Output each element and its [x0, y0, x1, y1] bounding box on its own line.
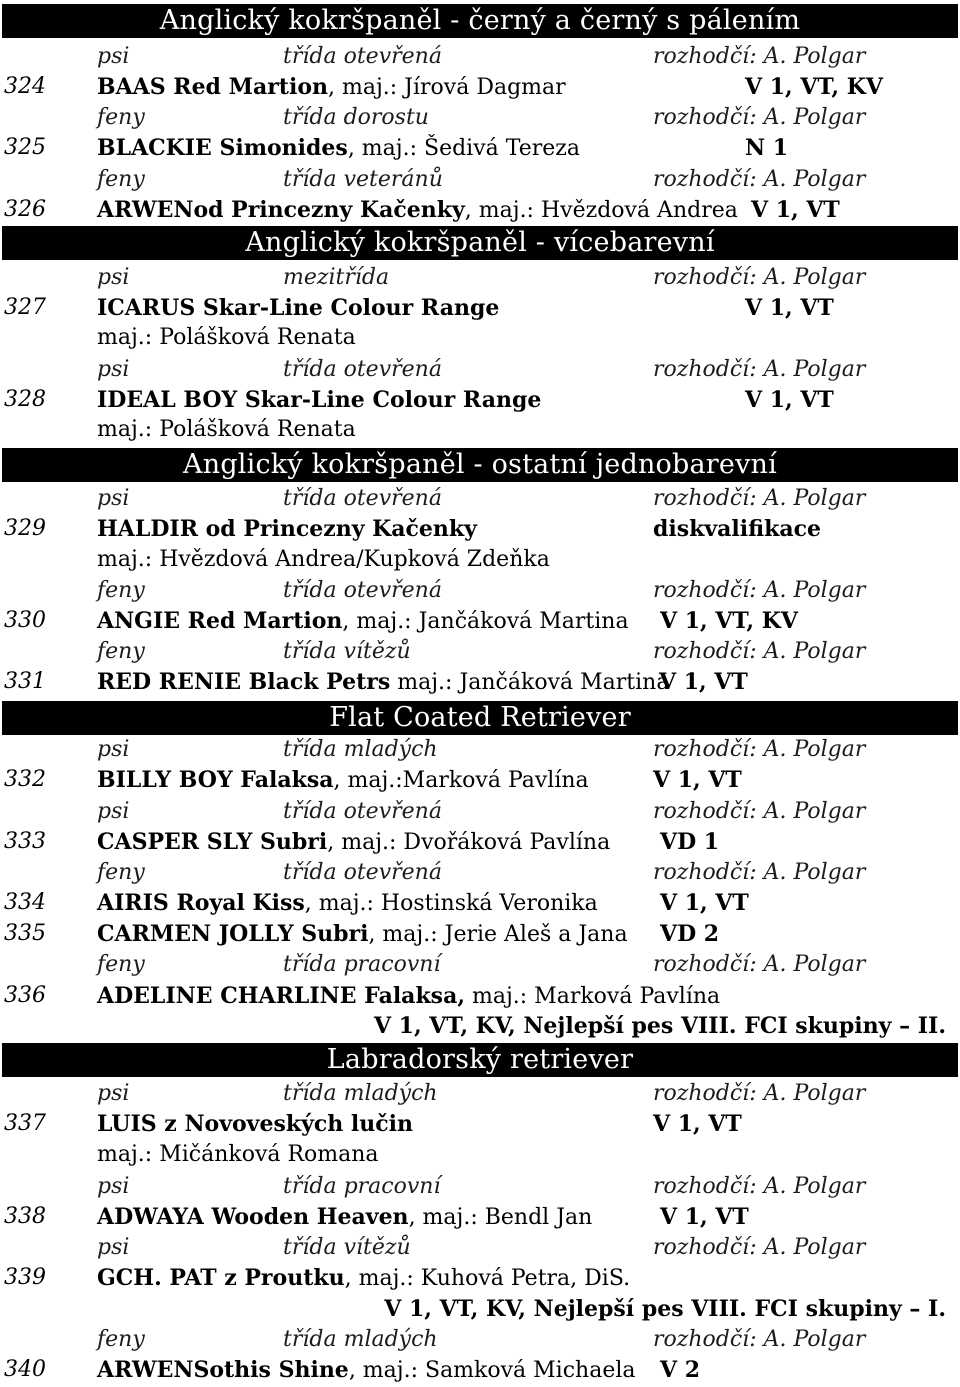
- catalog-number: 324: [4, 74, 46, 99]
- dog-name: CARMEN JOLLY Subri: [97, 921, 369, 947]
- entry-row: [0, 827, 960, 857]
- owner-line: maj.: Polášková Renata: [97, 417, 356, 442]
- catalog-number: 335: [4, 921, 46, 946]
- class-header-row: [0, 1079, 960, 1109]
- owner-inline: , maj.: Jírová Dagmar: [328, 75, 566, 100]
- class-header-row: [0, 165, 960, 195]
- class-label: třída veteránů: [283, 167, 443, 192]
- sex-label: psi: [97, 1081, 130, 1106]
- owner-line: maj.: Mičánková Romana: [97, 1142, 379, 1167]
- result: V 1, VT, KV: [745, 74, 883, 100]
- sex-label: psi: [97, 799, 130, 824]
- dog-name: ADWAYA Wooden Heaven: [97, 1204, 409, 1230]
- entry-name-owner: [97, 765, 589, 796]
- entry-name-owner: [97, 606, 629, 637]
- catalog-number: 334: [4, 890, 46, 915]
- result: VD 2: [660, 921, 720, 947]
- section-title: Anglický kokršpaněl - vícebarevní: [2, 226, 958, 260]
- dog-name: IDEAL BOY Skar-Line Colour Range: [97, 387, 542, 413]
- owner-inline: maj.: Jančáková Martina: [390, 670, 670, 695]
- entry-row: [0, 606, 960, 636]
- class-header-row: [0, 797, 960, 827]
- class-label: třída dorostu: [283, 105, 429, 130]
- class-label: třída vítězů: [283, 639, 411, 664]
- section-title: Anglický kokršpaněl - ostatní jednobarevní: [2, 448, 958, 482]
- judge-label: rozhodčí: A. Polgar: [653, 1081, 866, 1106]
- entry-name-owner: [97, 385, 541, 416]
- judge-label: rozhodčí: A. Polgar: [653, 265, 866, 290]
- result: V 1, VT: [751, 197, 840, 223]
- entry-name-owner: [97, 1355, 636, 1386]
- entry-row: [0, 72, 960, 102]
- catalog-number: 331: [4, 669, 46, 694]
- owner-line: maj.: Hvězdová Andrea/Kupková Zdeňka: [97, 547, 550, 572]
- entry-row: [0, 133, 960, 163]
- owner-row: [0, 323, 960, 353]
- judge-label: rozhodčí: A. Polgar: [653, 1174, 866, 1199]
- entry-row: [0, 1263, 960, 1293]
- entry-name-owner: [97, 919, 628, 950]
- owner-inline: , maj.: Bendl Jan: [408, 1205, 593, 1230]
- sex-label: psi: [97, 486, 130, 511]
- class-header-row: [0, 1172, 960, 1202]
- class-label: třída mladých: [283, 1081, 438, 1106]
- entry-row: [0, 195, 960, 225]
- owner-inline: , maj.: Kuhová Petra, DiS.: [344, 1266, 631, 1291]
- entry-name-owner: [97, 827, 610, 858]
- sex-label: feny: [97, 167, 145, 192]
- owner-inline: , maj.: Šedivá Tereza: [347, 136, 580, 161]
- owner-inline: , maj.: Hvězdová Andrea: [464, 198, 738, 223]
- entry-name-owner: [97, 1263, 630, 1294]
- owner-inline: , maj.: Hostinská Veronika: [304, 891, 598, 916]
- result: V 1, VT: [745, 387, 834, 413]
- section-title: Labradorský retriever: [2, 1043, 958, 1077]
- catalog-number: 332: [4, 767, 46, 792]
- catalog-number: 326: [4, 197, 46, 222]
- sex-label: feny: [97, 1327, 145, 1352]
- section-title: Anglický kokršpaněl - černý a černý s pálením: [2, 4, 958, 38]
- sex-label: psi: [97, 1174, 130, 1199]
- class-header-row: [0, 950, 960, 980]
- catalog-number: 337: [4, 1111, 46, 1136]
- award-row: [0, 1011, 960, 1041]
- catalog-number: 339: [4, 1265, 46, 1290]
- judge-label: rozhodčí: A. Polgar: [653, 737, 866, 762]
- sex-label: feny: [97, 578, 145, 603]
- judge-label: rozhodčí: A. Polgar: [653, 860, 866, 885]
- class-label: třída pracovní: [283, 1174, 441, 1199]
- result: diskvalifikace: [653, 516, 822, 542]
- owner-inline: , maj.:Marková Pavlína: [333, 768, 589, 793]
- entry-row: [0, 1202, 960, 1232]
- section-title: Flat Coated Retriever: [2, 701, 958, 735]
- sex-label: psi: [97, 357, 130, 382]
- class-header-row: [0, 484, 960, 514]
- entry-row: [0, 514, 960, 544]
- class-header-row: [0, 263, 960, 293]
- entry-name-owner: [97, 888, 598, 919]
- judge-label: rozhodčí: A. Polgar: [653, 1235, 866, 1260]
- catalog-number: 333: [4, 829, 46, 854]
- class-header-row: [0, 1325, 960, 1355]
- dog-name: ICARUS Skar-Line Colour Range: [97, 295, 500, 321]
- entry-name-owner: [97, 514, 477, 545]
- class-label: třída mladých: [283, 1327, 438, 1352]
- sex-label: feny: [97, 639, 145, 664]
- dog-name: BAAS Red Martion: [97, 74, 328, 100]
- class-label: třída otevřená: [283, 44, 442, 69]
- dog-name: HALDIR od Princezny Kačenky: [97, 516, 477, 542]
- sex-label: feny: [97, 105, 145, 130]
- class-header-row: [0, 576, 960, 606]
- result: VD 1: [660, 829, 720, 855]
- dog-name: RED RENIE Black Petrs: [97, 669, 391, 695]
- catalog-number: 340: [4, 1357, 46, 1382]
- dog-name: ANGIE Red Martion: [97, 608, 343, 634]
- class-header-row: [0, 355, 960, 385]
- class-label: třída otevřená: [283, 486, 442, 511]
- dog-name: ADELINE CHARLINE Falaksa,: [97, 983, 465, 1009]
- judge-label: rozhodčí: A. Polgar: [653, 1327, 866, 1352]
- entry-name-owner: [97, 133, 580, 164]
- judge-label: rozhodčí: A. Polgar: [653, 952, 866, 977]
- class-header-row: [0, 42, 960, 72]
- judge-label: rozhodčí: A. Polgar: [653, 357, 866, 382]
- owner-line: maj.: Polášková Renata: [97, 325, 356, 350]
- owner-row: [0, 1140, 960, 1170]
- catalog-number: 325: [4, 135, 46, 160]
- sex-label: psi: [97, 737, 130, 762]
- class-header-row: [0, 637, 960, 667]
- entry-name-owner: [97, 1202, 592, 1233]
- class-label: třída otevřená: [283, 578, 442, 603]
- entry-name-owner: [97, 72, 566, 103]
- entry-row: [0, 888, 960, 918]
- sex-label: psi: [97, 44, 130, 69]
- owner-inline: , maj.: Jančáková Martina: [342, 609, 629, 634]
- sex-label: feny: [97, 860, 145, 885]
- entry-name-owner: [97, 293, 499, 324]
- class-label: třída pracovní: [283, 952, 441, 977]
- result: V 1, VT: [659, 669, 748, 695]
- class-label: mezitřída: [283, 265, 390, 290]
- judge-label: rozhodčí: A. Polgar: [653, 44, 866, 69]
- entry-name-owner: [97, 1109, 413, 1140]
- result: V 1, VT: [660, 1204, 749, 1230]
- class-header-row: [0, 1233, 960, 1263]
- entry-name-owner: [97, 981, 720, 1012]
- dog-name: ARWENod Princezny Kačenky: [97, 197, 465, 223]
- entry-row: [0, 1109, 960, 1139]
- entry-row: [0, 919, 960, 949]
- class-header-row: [0, 103, 960, 133]
- entry-row: [0, 385, 960, 415]
- entry-name-owner: [97, 667, 669, 698]
- dog-name: LUIS z Novoveských lučin: [97, 1111, 414, 1137]
- entry-row: [0, 293, 960, 323]
- entry-row: [0, 765, 960, 795]
- award-line: V 1, VT, KV, Nejlepší pes VIII. FCI skupiny – I.: [384, 1296, 946, 1322]
- judge-label: rozhodčí: A. Polgar: [653, 167, 866, 192]
- entry-row: [0, 667, 960, 697]
- owner-inline: , maj.: Dvořáková Pavlína: [327, 830, 611, 855]
- catalog-number: 330: [4, 608, 46, 633]
- entry-row: [0, 981, 960, 1011]
- dog-name: CASPER SLY Subri: [97, 829, 328, 855]
- result: N 1: [745, 135, 789, 161]
- result: V 1, VT: [660, 890, 749, 916]
- dog-name: GCH. PAT z Proutku: [97, 1265, 345, 1291]
- award-line: V 1, VT, KV, Nejlepší pes VIII. FCI skupiny – II.: [373, 1013, 946, 1039]
- owner-inline: , maj.: Jerie Aleš a Jana: [368, 922, 628, 947]
- sex-label: psi: [97, 1235, 130, 1260]
- catalog-number: 328: [4, 387, 46, 412]
- class-label: třída otevřená: [283, 357, 442, 382]
- owner-inline: , maj.: Samková Michaela: [348, 1358, 636, 1383]
- result: V 1, VT, KV: [660, 608, 798, 634]
- class-label: třída otevřená: [283, 799, 442, 824]
- judge-label: rozhodčí: A. Polgar: [653, 578, 866, 603]
- class-header-row: [0, 858, 960, 888]
- class-label: třída mladých: [283, 737, 438, 762]
- result: V 2: [660, 1357, 701, 1383]
- result: V 1, VT: [653, 1111, 742, 1137]
- catalog-number: 338: [4, 1204, 46, 1229]
- result: V 1, VT: [653, 767, 742, 793]
- judge-label: rozhodčí: A. Polgar: [653, 486, 866, 511]
- dog-name: AIRIS Royal Kiss: [97, 890, 305, 916]
- judge-label: rozhodčí: A. Polgar: [653, 639, 866, 664]
- award-row: [0, 1294, 960, 1324]
- dog-name: ARWENSothis Shine: [97, 1357, 349, 1383]
- entry-name-owner: [97, 195, 738, 226]
- catalog-number: 336: [4, 983, 46, 1008]
- sex-label: feny: [97, 952, 145, 977]
- dog-name: BILLY BOY Falaksa: [97, 767, 334, 793]
- sex-label: psi: [97, 265, 130, 290]
- dog-name: BLACKIE Simonides: [97, 135, 348, 161]
- owner-inline: maj.: Marková Pavlína: [464, 984, 721, 1009]
- catalog-number: 327: [4, 295, 46, 320]
- class-label: třída vítězů: [283, 1235, 411, 1260]
- entry-row: [0, 1355, 960, 1385]
- catalog-number: 329: [4, 516, 46, 541]
- class-header-row: [0, 735, 960, 765]
- result: V 1, VT: [745, 295, 834, 321]
- owner-row: [0, 545, 960, 575]
- owner-row: [0, 415, 960, 445]
- judge-label: rozhodčí: A. Polgar: [653, 105, 866, 130]
- class-label: třída otevřená: [283, 860, 442, 885]
- judge-label: rozhodčí: A. Polgar: [653, 799, 866, 824]
